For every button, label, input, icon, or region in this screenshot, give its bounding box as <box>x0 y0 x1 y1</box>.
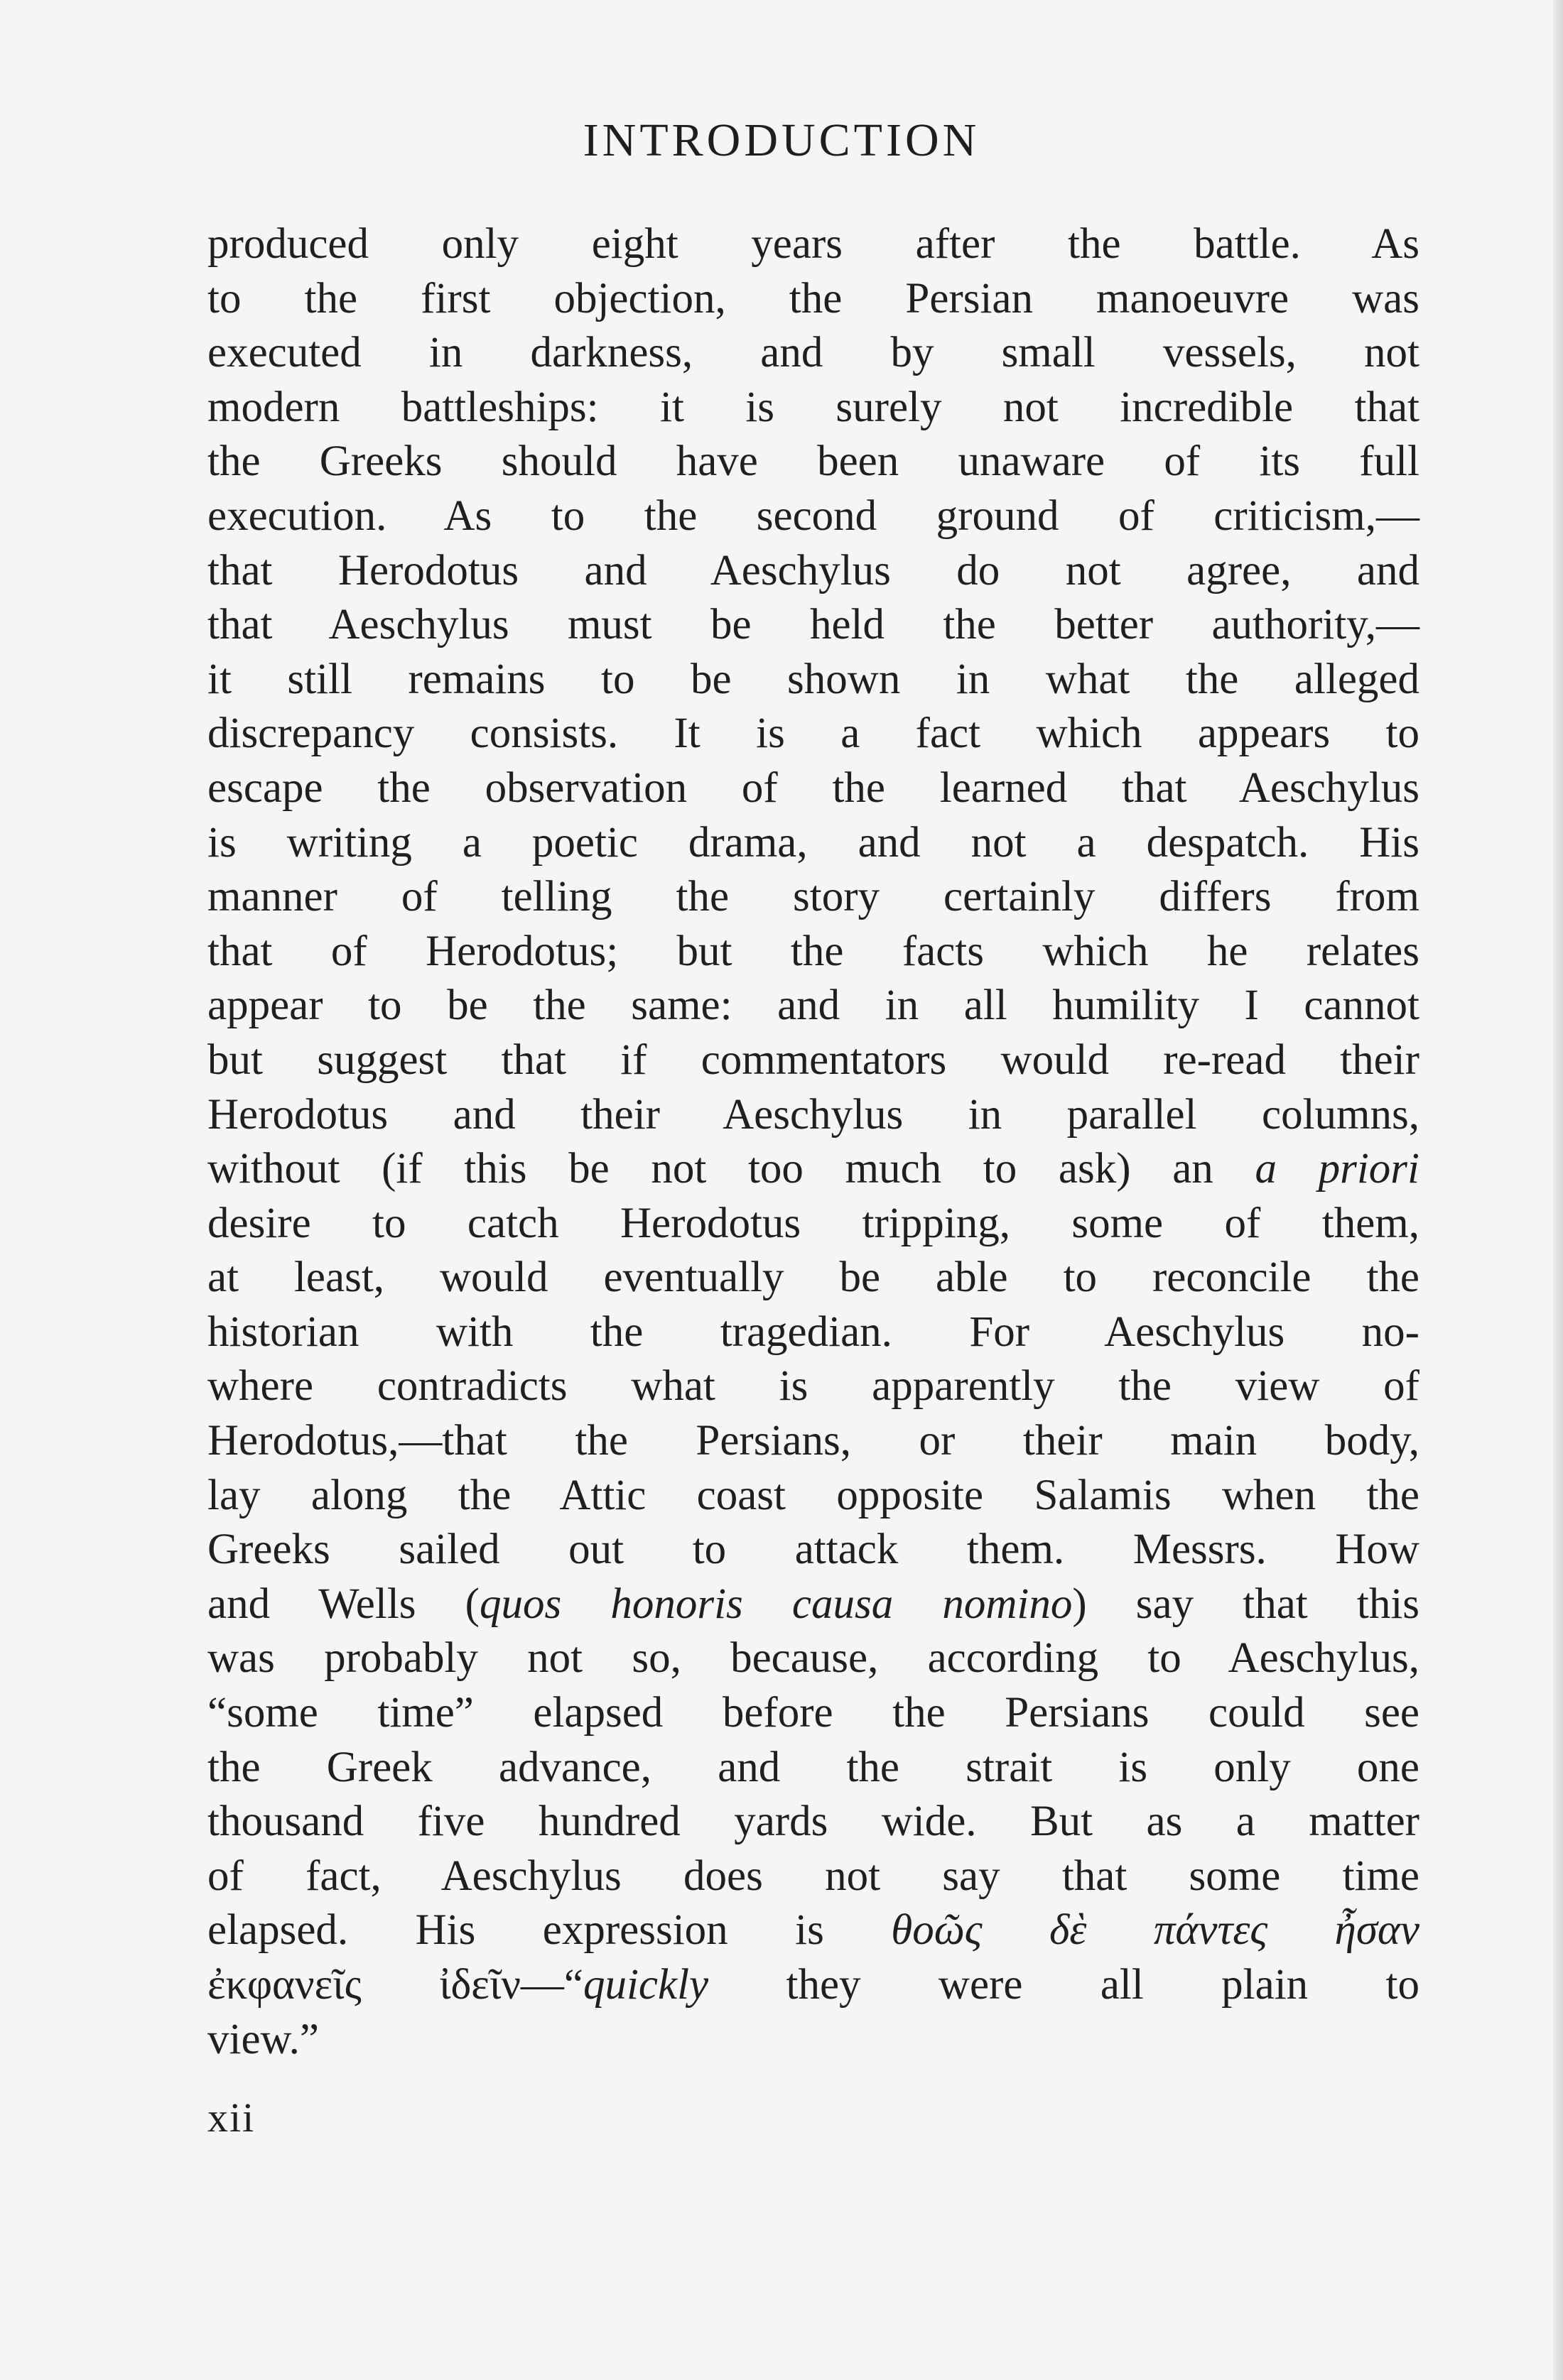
text-line: at least, would eventually be able to reconcile the <box>207 1254 1419 1302</box>
text-line: modern battleships: it is surely not incredible that <box>207 383 1419 431</box>
text-line: Herodotus and their Aeschylus in parallel columns, <box>207 1090 1419 1139</box>
text-line: desire to catch Herodotus tripping, some of them, <box>207 1199 1419 1247</box>
page-edge-shadow <box>1553 0 1563 2380</box>
page-number: xii <box>207 2094 256 2141</box>
text-line <box>207 1577 1419 1632</box>
text-line: to the first objection, the Persian manoeuvre was <box>207 274 1419 322</box>
text-line <box>207 1958 1419 2013</box>
text-line: lay along the Attic coast opposite Salamis when the <box>207 1471 1419 1519</box>
running-head: INTRODUCTION <box>583 114 980 166</box>
text-line: appear to be the same: and in all humility I cannot <box>207 982 1419 1030</box>
italic-phrase: quos honoris causa nomino <box>479 1580 1073 1628</box>
text-line: that Herodotus and Aeschylus do not agree, and <box>207 546 1419 594</box>
text-segment: ) say that this <box>1072 1580 1420 1628</box>
text-line: it still remains to be shown in what the alleged <box>207 655 1419 703</box>
text-line: that of Herodotus; but the facts which he relates <box>207 927 1419 975</box>
text-segment: without (if this be not too much to ask) an <box>207 1145 1255 1193</box>
text-line: escape the observation of the learned that Aeschylus <box>207 764 1419 812</box>
italic-phrase: θοῶς δὲ πάντες ἦσαν <box>891 1906 1419 1955</box>
text-line: where contradicts what is apparently the view of <box>207 1362 1419 1411</box>
italic-phrase: a priori <box>1255 1145 1419 1193</box>
text-segment: and Wells ( <box>207 1580 480 1628</box>
text-line: executed in darkness, and by small vessels, not <box>207 329 1419 377</box>
text-line: historian with the tragedian. For Aeschylus no- <box>207 1308 1419 1356</box>
text-line: execution. As to the second ground of criticism,— <box>207 491 1419 540</box>
text-line: is writing a poetic drama, and not a despatch. His <box>207 818 1419 866</box>
text-segment: they were all plain to <box>708 1961 1419 2009</box>
text-line: was probably not so, because, according to Aeschylus, <box>207 1634 1419 1683</box>
text-line: Herodotus,—that the Persians, or their main body, <box>207 1417 1419 1465</box>
text-line: but suggest that if commentators would re-read their <box>207 1036 1419 1084</box>
body-text <box>207 217 1419 2067</box>
text-line: produced only eight years after the battle. As <box>207 220 1419 268</box>
text-line: discrepancy consists. It is a fact which appears to <box>207 710 1419 758</box>
text-line <box>207 1903 1419 1958</box>
text-line: “some time” elapsed before the Persians could see <box>207 1689 1419 1737</box>
text-segment: ἐκφανεῖς ἰδεῖν—“ <box>207 1961 583 2009</box>
italic-phrase: quickly <box>583 1961 709 2009</box>
text-line: the Greek advance, and the strait is only one <box>207 1743 1419 1791</box>
text-line: manner of telling the story certainly differs from <box>207 873 1419 921</box>
text-line: that Aeschylus must be held the better authority,— <box>207 601 1419 649</box>
text-line <box>207 1142 1419 1197</box>
text-line: thousand five hundred yards wide. But as a matter <box>207 1798 1419 1846</box>
text-line: of fact, Aeschylus does not say that some time <box>207 1852 1419 1900</box>
text-line: Greeks sailed out to attack them. Messrs. How <box>207 1526 1419 1574</box>
text-line: the Greeks should have been unaware of its full <box>207 438 1419 486</box>
text-segment: elapsed. His expression is <box>207 1906 892 1955</box>
text-line: view.” <box>207 2015 319 2063</box>
